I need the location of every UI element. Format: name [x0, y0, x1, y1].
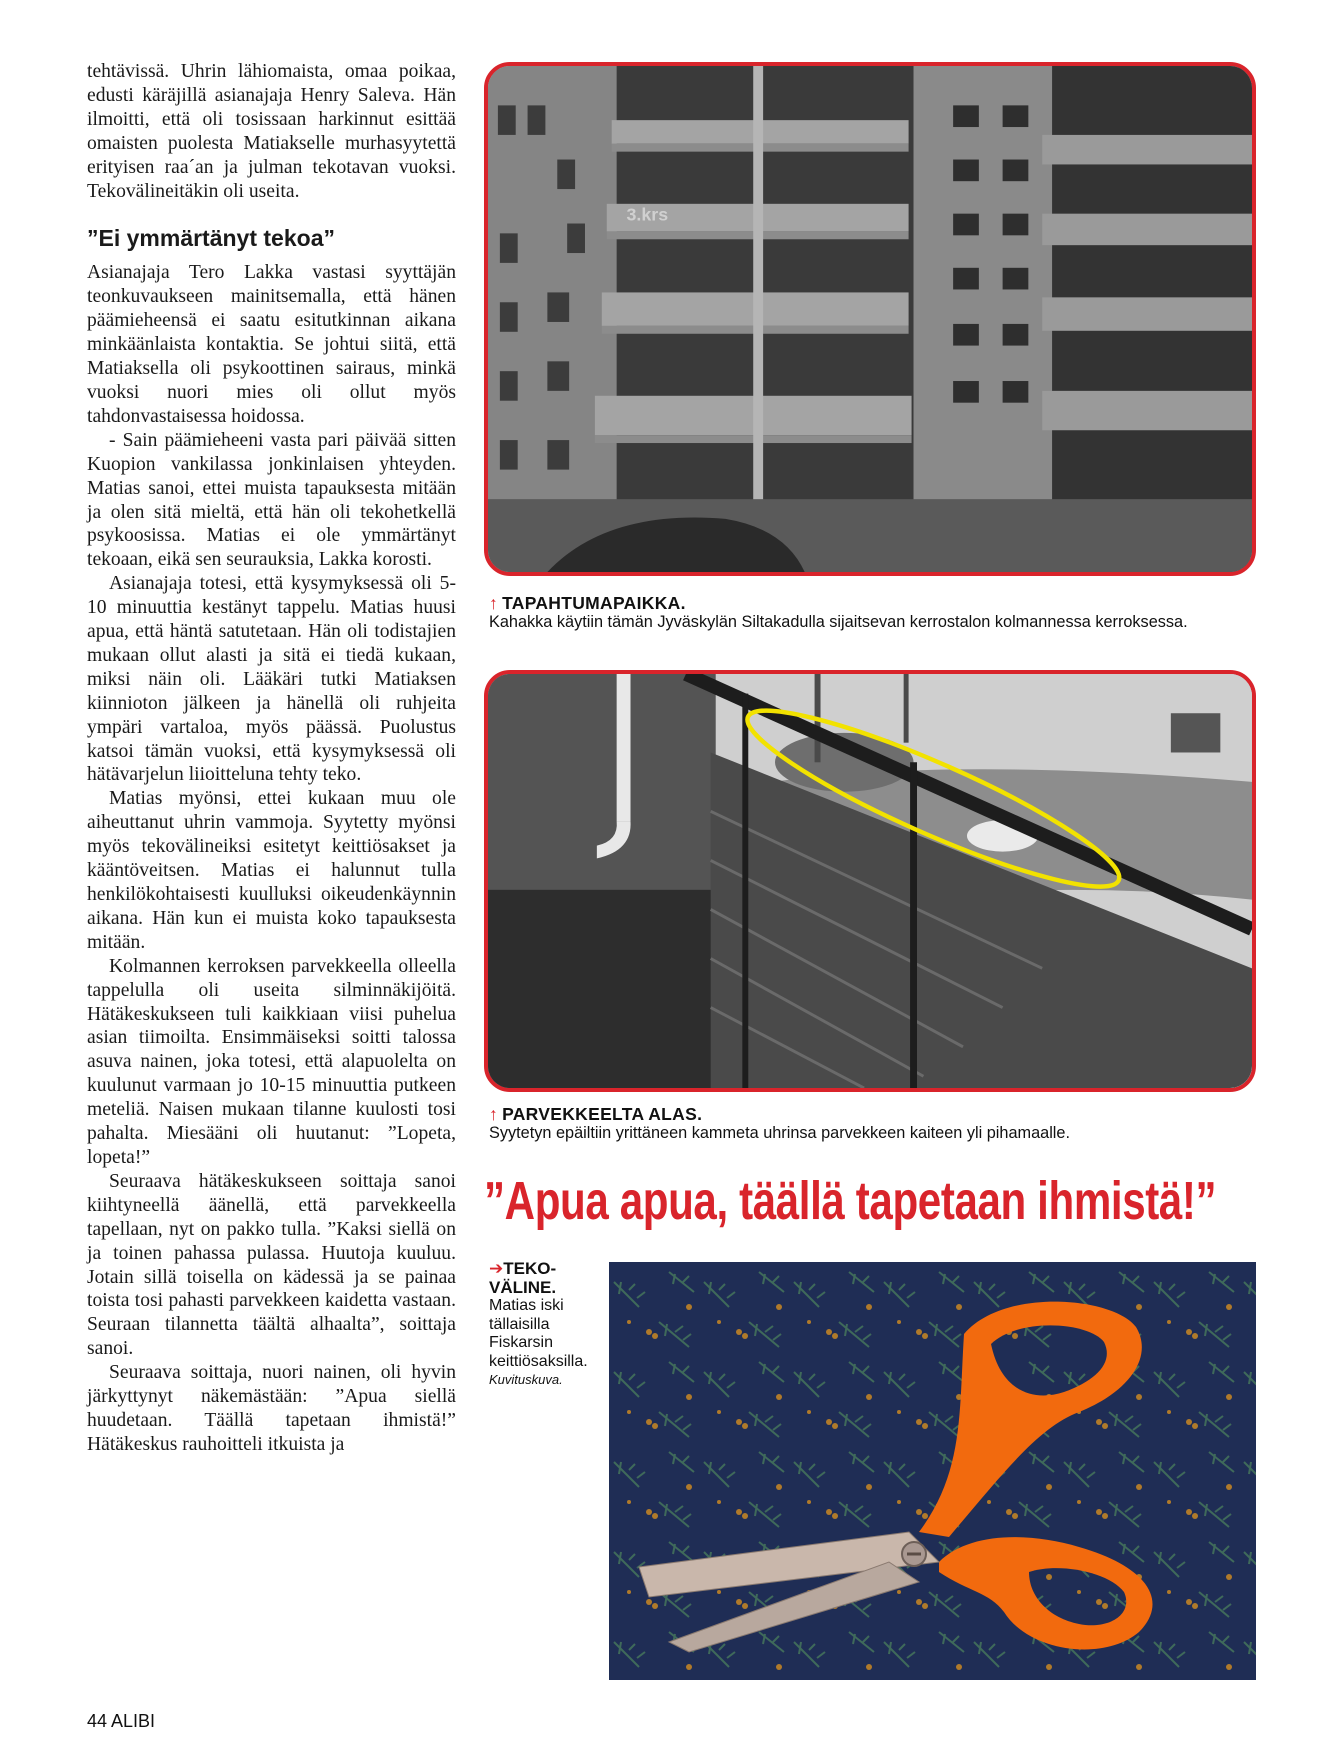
article-paragraph: Matias myönsi, ettei kukaan muu ole aiheuttanut uhrin vammoja. Syytetty myönsi myös tekovälineiksi esitetyt keittiösakset ja kääntöveitsen. Matias ei halunnut tulla henkilökohtaisesti kuulluksi oikeudenkäynnin aikana. Hän kun ei muista koko tapauksesta mitään. [87, 788, 456, 953]
caption-text: Syytetyn epäiltiin yrittäneen kammeta uhrinsa parvekkeen kaiteen yli pihamaalle. [489, 1124, 1071, 1142]
arrow-right-icon: ➔ [489, 1259, 504, 1278]
pull-quote: ”Apua apua, täällä tapetaan ihmistä!” [484, 1171, 1217, 1231]
page-folio: 44 ALIBI [87, 1711, 156, 1731]
building-photo [484, 62, 1256, 576]
article-paragraph: Seuraava hätäkeskukseen soittaja sanoi kiihtyneellä äänellä, että parvekkeella tapellaan, nyt on pakko tulla. ”Kaksi siellä on ja toinen pahassa pulassa. Huutoja kuuluu. Jotain sillä toisella on kädessä ja se painaa toista tosi pahasti parvekkeen kaidetta vastaan. Seuraan tilannetta täältä alhaalta”, soittaja sanoi. [87, 1170, 456, 1360]
caption-balcony [489, 1104, 1279, 1143]
scissors-photo [609, 1262, 1256, 1680]
article-paragraph: Kolmannen kerroksen parvekkeella olleella tappelulla oli useita silminnäkijöitä. Hätäkeskukseen tuli kaikkiaan viisi puhelua asian tiimoilta. Ensimmäiseksi soitti talossa asuva nainen, joka totesi, että alapuolelta on kuulunut varmaan jo 10-15 minuuttia putkeen meteliä. Naisen mukaan tilanne kuulosti tosi pahalta. Miesääni oli huutanut: ”Lopeta, lopeta!” [87, 955, 456, 1168]
caption-scissors [489, 1259, 609, 1389]
arrow-up-icon: ↑ [489, 593, 499, 613]
balcony-photo [484, 670, 1256, 1092]
article-paragraph: Seuraava soittaja, nuori nainen, oli hyvin järkyttynyt näkemästään: ”Apua siellä huudetaan. Täällä tapetaan ihmistä!” Hätäkeskus rauhoitteli itkuista ja [87, 1362, 456, 1455]
floor-sign: 3.krs [626, 204, 669, 225]
caption-heading: PARVEKKEELTA ALAS. [502, 1104, 703, 1124]
article-paragraph: Asianajaja totesi, että kysymyksessä oli 5-10 minuuttia kestänyt tappelu. Matias huusi apua, että häntä satutetaan. Hän oli todistajien mukaan ollut alasti ja sitä ei tiedä kukaan, miksi näin oli. Lääkäri tutki Matiaksen kiinnioton jälkeen ja hänellä oli ruhjeita ympäri vartaloa, myös päässä. Puolustus katsoi tämän vuoksi, että kysymyksessä oli hätävarjelun liioitteluna tehty teko. [87, 573, 456, 786]
subheading: ”Ei ymmärtänyt tekoa” [87, 225, 335, 252]
caption-heading: VÄLINE. [489, 1278, 557, 1297]
article-paragraph: tehtävissä. Uhrin lähiomaista, omaa poikaa, edusti käräjillä asianajaja Henry Saleva. Hän ilmoitti, että oli tosissaan harkinnut esittää omaisten puolesta Matiakselle murhasyytettä erityisen raa´an ja julman tekotavan vuoksi. Tekovälineitäkin oli useita. [87, 61, 456, 202]
caption-heading: TAPAHTUMAPAIKKA. [502, 593, 686, 613]
caption-building [489, 593, 1249, 632]
arrow-up-icon: ↑ [489, 1104, 499, 1124]
article-column [87, 60, 456, 1457]
article-paragraph: - Sain päämieheeni vasta pari päivää sitten Kuopion vankilassa jonkinlaisen yhteyden. Matias sanoi, ettei muista tapauksesta mitään ja olen sitä mieltä, että hän oli tekohetkellä psykoosissa. Matias ei ole ymmärtänyt tekoaan, eikä sen seurauksia, Lakka korosti. [87, 429, 456, 571]
caption-text: Kahakka käytiin tämän Jyväskylän Siltakadulla sijaitsevan kerrostalon kolmannessa kerroksessa. [489, 613, 1188, 631]
photo-credit: Kuvituskuva. [489, 1372, 563, 1387]
caption-text: Matias iski tällaisilla Fiskarsin keittiösaksilla. [489, 1297, 588, 1370]
article-paragraph: Asianajaja Tero Lakka vastasi syyttäjän teonkuvaukseen mainitsemalla, että hänen päämieheensä ei saatu esitutkinnan aikana minkäänlaista kontaktia. Se johtui siitä, että Matiaksella oli psykoottinen sairaus, minkä vuoksi nuori mies oli ollut myös tahdonvastaisessa hoidossa. [87, 262, 456, 427]
caption-heading: TEKO- [503, 1259, 557, 1278]
